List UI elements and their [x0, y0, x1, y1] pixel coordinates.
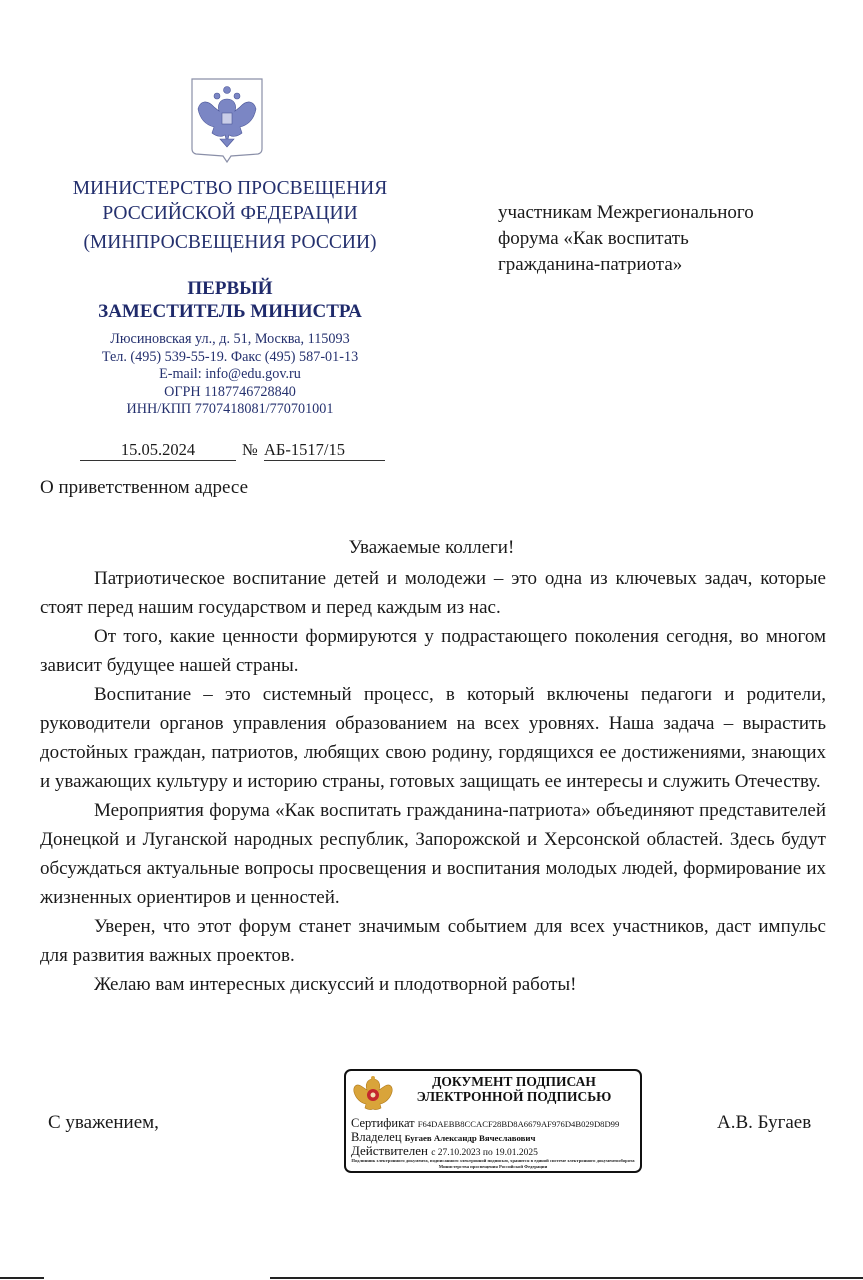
stamp-note: Подлинник электронного документа, подписанного электронной подписью, хранится в единой системе электронного документооборота Министерства просвещения Российской Федерации [351, 1158, 635, 1169]
document-date: 15.05.2024 [80, 440, 236, 461]
certificate-label: Сертификат [351, 1116, 415, 1130]
body-paragraph: Желаю вам интересных дискуссий и плодотворной работы! [94, 974, 577, 995]
certificate-row [351, 1116, 637, 1131]
registration-line [80, 440, 385, 462]
russian-coat-of-arms-icon [190, 77, 264, 163]
ogrn: ОГРН 1187746728840 [164, 383, 296, 400]
electronic-signature-stamp [344, 1069, 642, 1173]
ministry-short-name: (МИНПРОСВЕЩЕНИЯ РОССИИ) [83, 232, 377, 253]
addressee-line: участникам Межрегионального [498, 202, 754, 223]
body-paragraph: Патриотическое воспитание детей и молодежи – это одна из ключевых задач, которые стоят перед нашим государством и перед каждым из нас. [40, 568, 826, 618]
body-paragraph: Мероприятия форума «Как воспитать гражданина-патриота» объединяют представителей Донецкой и Луганской народных республик, Запорожской и Херсонской областей. Здесь будут обсуждаться актуальные вопросы просвещения и воспитания молодых людей, формирование их жизненных ориентиров и ценностей. [40, 800, 826, 908]
inn-kpp: ИНН/КПП 7707418081/770701001 [126, 401, 334, 417]
addressee-line: форума «Как воспитать [498, 228, 689, 249]
page-edge-line [0, 1277, 44, 1279]
validity-value: с 27.10.2023 по 19.01.2025 [431, 1148, 538, 1158]
addressee [498, 200, 838, 278]
greeting: Уважаемые коллеги! [348, 537, 515, 558]
document-subject: О приветственном адресе [40, 477, 249, 498]
certificate-value: F64DAEBB8CCACF28BD8A6679AF976D4B029D8D99 [417, 1119, 620, 1129]
page-edge-line [270, 1277, 863, 1279]
addressee-line: гражданина-патриота» [498, 254, 683, 275]
stamp-title-line: ЭЛЕКТРОННОЙ ПОДПИСЬЮ [416, 1089, 612, 1104]
closing-phrase: С уважением, [48, 1112, 159, 1133]
letter-body [40, 564, 826, 999]
body-paragraph: Воспитание – это системный процесс, в который включены педагоги и родители, руководители органов управления образованием на всех уровнях. Наша задача – вырастить достойных граждан, патриотов, любящих свою родину, гордящихся ее достижениями, знающих и уважающих культуру и историю страны, готовых защищать ее интересы и служить Отечеству. [40, 684, 826, 792]
signer-name: А.В. Бугаев [717, 1112, 812, 1133]
owner-label: Владелец [351, 1130, 402, 1144]
email-link[interactable]: E-mail: info@edu.gov.ru [159, 366, 301, 382]
ministry-name-line-2: РОССИЙСКОЙ ФЕДЕРАЦИИ [102, 203, 358, 224]
owner-value: Бугаев Александр Вячеславович [404, 1133, 536, 1143]
address: Люсиновская ул., д. 51, Москва, 115093 [110, 331, 350, 347]
number-sign: № [242, 440, 258, 459]
position-line-1: ПЕРВЫЙ [187, 278, 273, 299]
position-line-2: ЗАМЕСТИТЕЛЬ МИНИСТРА [98, 301, 362, 322]
stamp-title-line: ДОКУМЕНТ ПОДПИСАН [432, 1074, 596, 1089]
contact-block [40, 331, 420, 419]
document-number: АБ-1517/15 [264, 440, 385, 461]
body-paragraph: От того, какие ценности формируются у подрастающего поколения сегодня, во многом зависит будущее нашей страны. [40, 626, 826, 676]
ministry-name-line-1: МИНИСТЕРСТВО ПРОСВЕЩЕНИЯ [72, 178, 388, 199]
phone-fax: Тел. (495) 539-55-19. Факс (495) 587-01-13 [101, 348, 359, 365]
body-paragraph: Уверен, что этот форум станет значимым событием для всех участников, даст импульс для развития важных проектов. [40, 916, 826, 966]
stamp-title [392, 1074, 636, 1104]
validity-label: Действителен [351, 1143, 428, 1158]
ministry-emblem-icon [352, 1075, 394, 1113]
